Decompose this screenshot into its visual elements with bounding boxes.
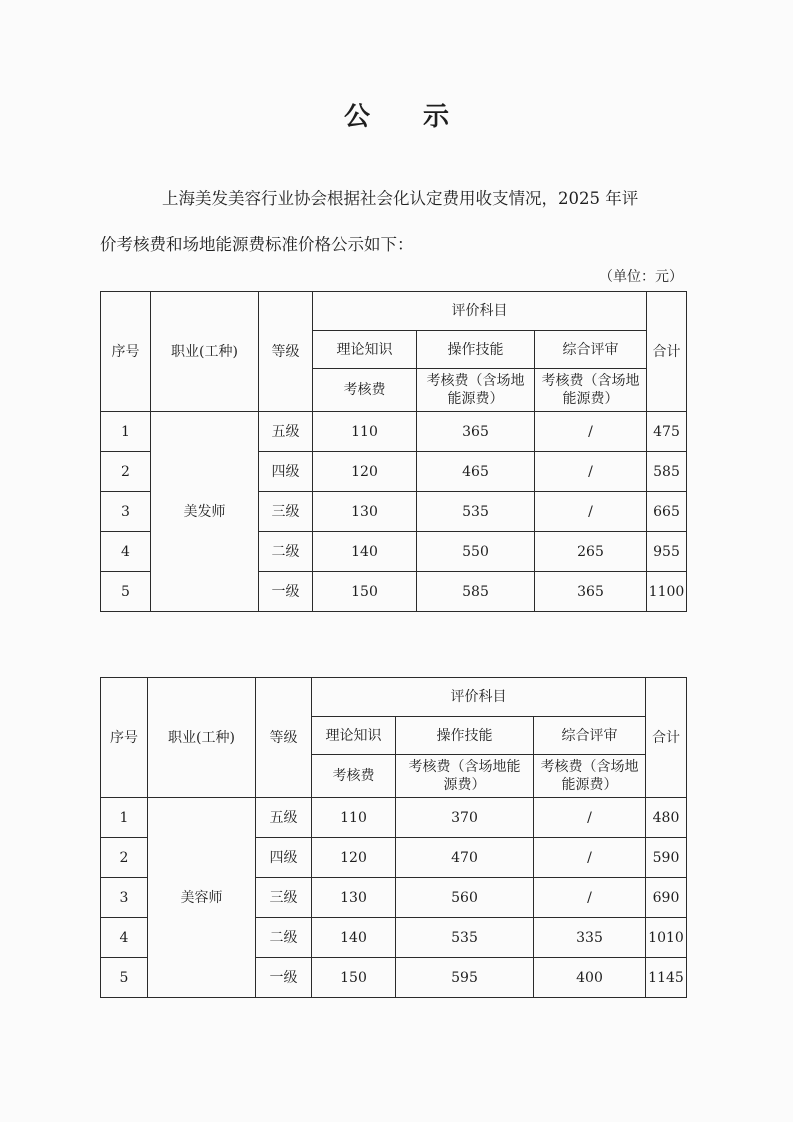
cell-level: 五级 bbox=[256, 798, 312, 838]
cell-total: 690 bbox=[646, 878, 687, 918]
cell-level: 一级 bbox=[259, 572, 313, 612]
intro-line-2: 价考核费和场地能源费标准价格公示如下： bbox=[100, 235, 414, 254]
cell-theory: 140 bbox=[313, 532, 417, 572]
cell-level: 三级 bbox=[259, 492, 313, 532]
cell-review: / bbox=[535, 412, 647, 452]
intro-line-1: 上海美发美容行业协会根据社会化认定费用收支情况，2025 年评 bbox=[162, 189, 639, 208]
table-row bbox=[101, 412, 687, 452]
cell-theory: 140 bbox=[312, 918, 396, 958]
page-title: 公 示 bbox=[343, 102, 472, 132]
cell-theory: 130 bbox=[312, 878, 396, 918]
cell-theory: 110 bbox=[313, 412, 417, 452]
header-review: 综合评审 bbox=[535, 331, 647, 369]
cell-total: 1100 bbox=[647, 572, 687, 612]
cell-level: 三级 bbox=[256, 878, 312, 918]
cell-review: 265 bbox=[535, 532, 647, 572]
cell-review: / bbox=[535, 492, 647, 532]
cell-total: 590 bbox=[646, 838, 687, 878]
cell-occupation: 美容师 bbox=[148, 798, 256, 998]
cell-theory: 120 bbox=[313, 452, 417, 492]
header-total: 合计 bbox=[646, 678, 687, 798]
cell-level: 五级 bbox=[259, 412, 313, 452]
cell-seq: 1 bbox=[101, 412, 151, 452]
cell-practice: 535 bbox=[417, 492, 535, 532]
header-occupation: 职业(工种) bbox=[151, 292, 259, 412]
header-subjects: 评价科目 bbox=[313, 292, 647, 331]
cell-level: 一级 bbox=[256, 958, 312, 998]
header-review-fee-text: 考核费（含场地能源费） bbox=[540, 759, 639, 793]
header-seq: 序号 bbox=[101, 678, 148, 798]
header-occupation: 职业(工种) bbox=[148, 678, 256, 798]
cell-review: 365 bbox=[535, 572, 647, 612]
cell-total: 1010 bbox=[646, 918, 687, 958]
cell-review: / bbox=[535, 452, 647, 492]
header-practice-fee bbox=[396, 755, 534, 798]
cell-practice: 365 bbox=[417, 412, 535, 452]
cell-review: 400 bbox=[534, 958, 646, 998]
header-practice-fee-text: 考核费（含场地能源费） bbox=[426, 373, 525, 407]
header-practice-fee-text: 考核费（含场地能源费） bbox=[408, 759, 521, 793]
cell-theory: 120 bbox=[312, 838, 396, 878]
cell-review: / bbox=[534, 798, 646, 838]
header-review-fee-text: 考核费（含场地能源费） bbox=[541, 373, 640, 407]
cell-seq: 5 bbox=[101, 958, 148, 998]
fee-table-hairdresser bbox=[100, 291, 687, 612]
cell-occupation: 美发师 bbox=[151, 412, 259, 612]
cell-total: 475 bbox=[647, 412, 687, 452]
header-theory: 理论知识 bbox=[313, 331, 417, 369]
cell-practice: 470 bbox=[396, 838, 534, 878]
header-practice: 操作技能 bbox=[417, 331, 535, 369]
cell-practice: 585 bbox=[417, 572, 535, 612]
cell-level: 四级 bbox=[256, 838, 312, 878]
cell-level: 四级 bbox=[259, 452, 313, 492]
cell-level: 二级 bbox=[259, 532, 313, 572]
cell-total: 665 bbox=[647, 492, 687, 532]
cell-practice: 535 bbox=[396, 918, 534, 958]
cell-total: 1145 bbox=[646, 958, 687, 998]
cell-level: 二级 bbox=[256, 918, 312, 958]
cell-total: 955 bbox=[647, 532, 687, 572]
fee-table-beautician bbox=[100, 677, 687, 998]
cell-seq: 2 bbox=[101, 838, 148, 878]
header-seq: 序号 bbox=[101, 292, 151, 412]
header-practice: 操作技能 bbox=[396, 717, 534, 755]
header-total: 合计 bbox=[647, 292, 687, 412]
header-subjects: 评价科目 bbox=[312, 678, 646, 717]
cell-practice: 370 bbox=[396, 798, 534, 838]
cell-seq: 3 bbox=[101, 492, 151, 532]
cell-practice: 595 bbox=[396, 958, 534, 998]
header-practice-fee bbox=[417, 369, 535, 412]
header-theory-fee: 考核费 bbox=[313, 369, 417, 412]
cell-practice: 465 bbox=[417, 452, 535, 492]
cell-theory: 150 bbox=[312, 958, 396, 998]
header-level: 等级 bbox=[256, 678, 312, 798]
cell-practice: 550 bbox=[417, 532, 535, 572]
cell-theory: 110 bbox=[312, 798, 396, 838]
cell-practice: 560 bbox=[396, 878, 534, 918]
header-theory: 理论知识 bbox=[312, 717, 396, 755]
cell-theory: 150 bbox=[313, 572, 417, 612]
header-level: 等级 bbox=[259, 292, 313, 412]
cell-review: / bbox=[534, 838, 646, 878]
cell-review: / bbox=[534, 878, 646, 918]
cell-seq: 5 bbox=[101, 572, 151, 612]
header-theory-fee: 考核费 bbox=[312, 755, 396, 798]
cell-total: 480 bbox=[646, 798, 687, 838]
cell-review: 335 bbox=[534, 918, 646, 958]
cell-theory: 130 bbox=[313, 492, 417, 532]
cell-seq: 1 bbox=[101, 798, 148, 838]
header-review: 综合评审 bbox=[534, 717, 646, 755]
cell-total: 585 bbox=[647, 452, 687, 492]
header-review-fee bbox=[534, 755, 646, 798]
cell-seq: 4 bbox=[101, 918, 148, 958]
table-row bbox=[101, 798, 687, 838]
cell-seq: 3 bbox=[101, 878, 148, 918]
cell-seq: 4 bbox=[101, 532, 151, 572]
cell-seq: 2 bbox=[101, 452, 151, 492]
header-review-fee bbox=[535, 369, 647, 412]
unit-note: （单位：元） bbox=[599, 269, 683, 285]
intro-paragraph bbox=[100, 176, 690, 268]
